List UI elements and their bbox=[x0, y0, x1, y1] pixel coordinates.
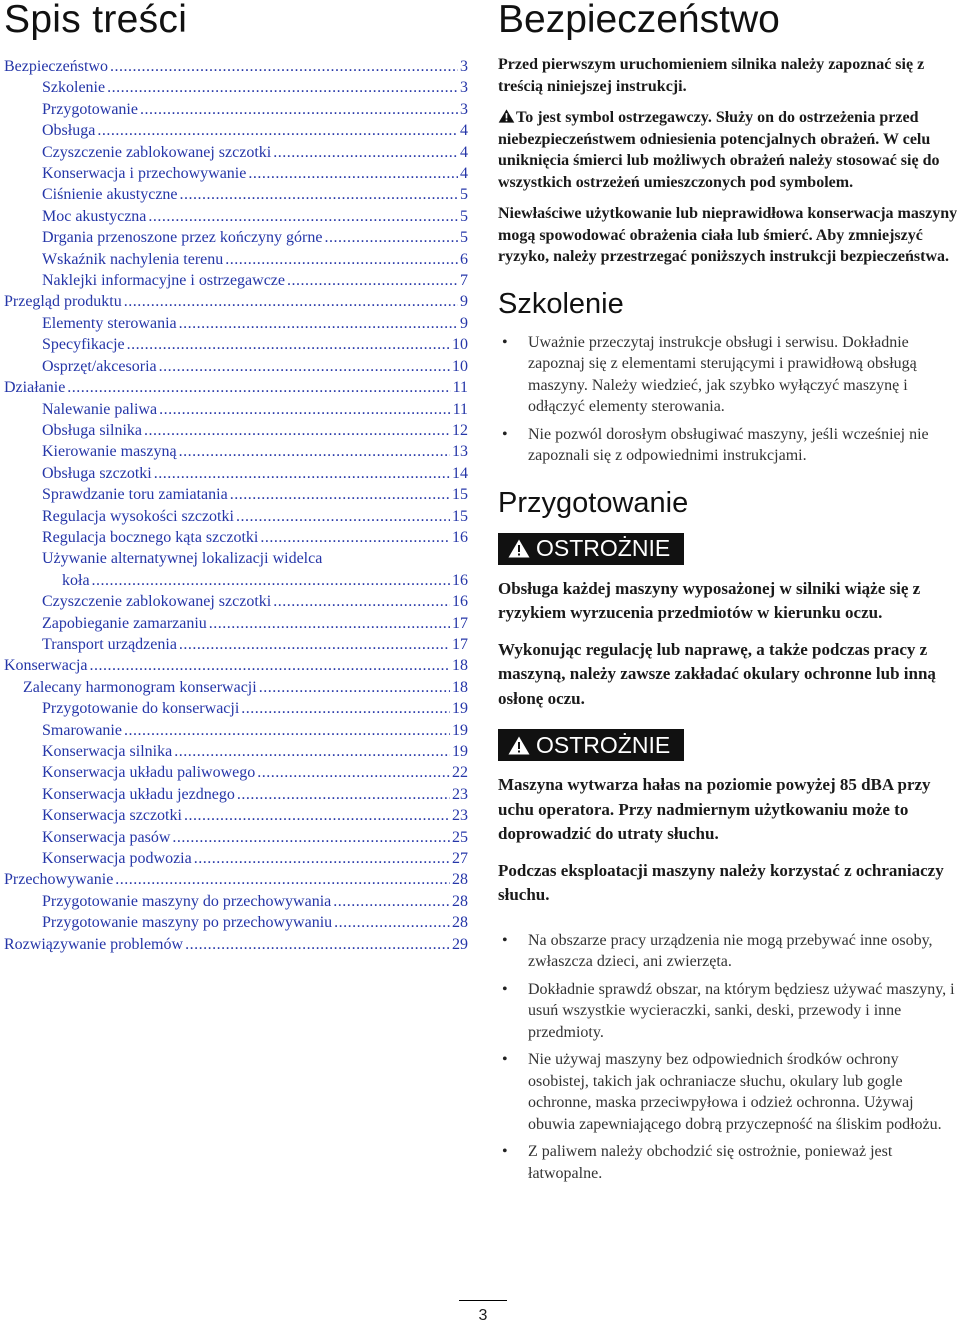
toc-entry-title: Regulacja bocznego kąta szczotki bbox=[42, 528, 259, 546]
toc-entry-title: Transport urządzenia bbox=[42, 635, 177, 653]
toc-dot-leader bbox=[179, 634, 450, 655]
toc-title: Spis treści bbox=[4, 0, 188, 41]
toc-dot-leader bbox=[127, 334, 450, 355]
toc-entry[interactable] bbox=[4, 120, 468, 141]
toc-entry[interactable] bbox=[4, 848, 468, 869]
toc-page-number: 16 bbox=[452, 593, 468, 611]
toc-entry[interactable] bbox=[4, 270, 468, 291]
toc-page-number: 17 bbox=[452, 614, 468, 632]
toc-entry-title: Osprzęt/akcesoria bbox=[42, 357, 157, 375]
toc-dot-leader bbox=[194, 848, 450, 869]
toc-entry-title: Zapobieganie zamarzaniu bbox=[42, 614, 207, 632]
toc-entry-title: Używanie alternatywnej lokalizacji widelca bbox=[42, 550, 323, 568]
toc-entry-title: Regulacja wysokości szczotki bbox=[42, 507, 234, 525]
toc-page-number: 11 bbox=[452, 379, 468, 397]
toc-page-number: 7 bbox=[460, 272, 468, 290]
toc-entry[interactable] bbox=[4, 827, 468, 848]
toc-entry-title: Kierowanie maszyną bbox=[42, 443, 177, 461]
toc-page-number: 28 bbox=[452, 871, 468, 889]
toc-entry-title: Konserwacja i przechowywanie bbox=[42, 165, 247, 183]
toc-dot-leader bbox=[230, 484, 450, 505]
toc-page-number: 23 bbox=[452, 807, 468, 825]
toc-dot-leader bbox=[260, 527, 450, 548]
toc-page-number: 5 bbox=[460, 207, 468, 225]
toc-dot-leader bbox=[241, 698, 450, 719]
toc-dot-leader bbox=[225, 249, 458, 270]
toc-entry-title: Nalewanie paliwa bbox=[42, 400, 158, 418]
toc-page-number: 12 bbox=[452, 421, 468, 439]
toc-entry-title: Naklejki informacyjne i ostrzegawcze bbox=[42, 272, 285, 290]
toc-page-number: 22 bbox=[452, 764, 468, 782]
preparation-title: Przygotowanie bbox=[498, 486, 689, 519]
toc-entry-title: Przygotowanie maszyny do przechowywania bbox=[42, 892, 332, 910]
toc-page-number: 9 bbox=[460, 293, 468, 311]
toc-entry[interactable] bbox=[4, 163, 468, 184]
toc-entry[interactable] bbox=[4, 142, 468, 163]
toc-entry[interactable] bbox=[4, 613, 468, 634]
caution-label: OSTROŻNIE bbox=[536, 731, 671, 758]
toc-entry-title: Przechowywanie bbox=[4, 871, 114, 889]
toc-entry[interactable] bbox=[4, 698, 468, 719]
caution-text: Maszyna wytwarza hałas na poziomie powyżej 85 dBA przy uchu operatora. Przy nadmiernym użytkowaniu może to doprowadzić do utraty słuchu. bbox=[498, 775, 931, 843]
toc-dot-leader bbox=[237, 784, 450, 805]
toc-dot-leader bbox=[159, 399, 451, 420]
toc-dot-leader bbox=[159, 356, 450, 377]
toc-page-number: 3 bbox=[460, 100, 468, 118]
toc-entry-title: Ciśnienie akustyczne bbox=[42, 186, 178, 204]
toc-entry[interactable] bbox=[4, 334, 468, 355]
toc-entry-title: Konserwacja bbox=[4, 657, 88, 675]
toc-column bbox=[4, 0, 468, 955]
toc-entry[interactable] bbox=[4, 805, 468, 826]
toc-dot-leader bbox=[179, 313, 458, 334]
toc-entry-title: Zalecany harmonogram konserwacji bbox=[23, 678, 257, 696]
caution-text: Podczas eksploatacji maszyny należy korzystać z ochraniaczy słuchu. bbox=[498, 860, 944, 904]
toc-entry-title: Przygotowanie maszyny po przechowywaniu bbox=[42, 914, 333, 932]
toc-entry[interactable] bbox=[4, 869, 468, 890]
toc-entry-title: Smarowanie bbox=[42, 721, 122, 739]
toc-entry-title: Przegląd produktu bbox=[4, 293, 122, 311]
toc-dot-leader bbox=[115, 869, 450, 890]
toc-dot-leader bbox=[124, 720, 450, 741]
toc-dot-leader bbox=[236, 506, 450, 527]
safety-symbol-text bbox=[498, 107, 960, 193]
toc-entry[interactable] bbox=[4, 634, 468, 655]
toc-page-number: 3 bbox=[460, 79, 468, 97]
toc-entry-title: Konserwacja szczotki bbox=[42, 807, 182, 825]
toc-entry[interactable] bbox=[4, 227, 468, 248]
warning-triangle-icon bbox=[498, 109, 515, 123]
toc-entry[interactable] bbox=[4, 291, 468, 312]
toc-dot-leader bbox=[185, 934, 450, 955]
toc-entry-title: Szkolenie bbox=[42, 79, 106, 97]
toc-entry[interactable] bbox=[4, 655, 468, 676]
toc-page-number: 27 bbox=[452, 850, 468, 868]
toc-page-number: 15 bbox=[452, 507, 468, 525]
toc-page-number: 18 bbox=[452, 678, 468, 696]
toc-entry[interactable] bbox=[4, 206, 468, 227]
toc-entry[interactable] bbox=[4, 99, 468, 120]
toc-dot-leader bbox=[273, 142, 458, 163]
toc-entry-title: Obsługa szczotki bbox=[42, 464, 152, 482]
toc-entry[interactable] bbox=[4, 77, 468, 98]
toc-page-number: 17 bbox=[452, 635, 468, 653]
toc-entry[interactable] bbox=[4, 441, 468, 462]
toc-entry[interactable] bbox=[4, 570, 468, 591]
toc-page-number: 19 bbox=[452, 721, 468, 739]
toc-page-number: 23 bbox=[452, 785, 468, 803]
warning-triangle-icon bbox=[508, 736, 530, 755]
toc-page-number: 19 bbox=[452, 700, 468, 718]
toc-entry[interactable] bbox=[4, 506, 468, 527]
toc-dot-leader bbox=[334, 912, 450, 933]
toc-page-number: 13 bbox=[452, 443, 468, 461]
toc-page-number: 28 bbox=[452, 892, 468, 910]
toc-entry-title: Konserwacja silnika bbox=[42, 743, 173, 760]
toc-dot-leader bbox=[144, 420, 450, 441]
toc-entry[interactable] bbox=[4, 313, 468, 334]
list-item: • Z paliwem należy obchodzić się ostrożnie, ponieważ jest łatwopalne. bbox=[498, 1141, 960, 1184]
toc-dot-leader bbox=[124, 291, 458, 312]
toc-dot-leader bbox=[140, 99, 458, 120]
toc-dot-leader bbox=[259, 677, 450, 698]
toc-entry-title: Specyfikacje bbox=[42, 336, 125, 354]
toc-entry[interactable] bbox=[4, 934, 468, 955]
toc-page-number: 18 bbox=[452, 657, 468, 675]
toc-dot-leader bbox=[107, 77, 458, 98]
toc-page-number: 10 bbox=[452, 336, 468, 354]
toc-dot-leader bbox=[248, 163, 458, 184]
list-item: • Uważnie przeczytaj instrukcje obsługi i serwisu. Dokładnie zapoznaj się z elementami sterującymi i prawidłową obsługą maszyny. Należy wiedzieć, jak szybko wyłączyć maszynę i odłączyć elementy sterowania. bbox=[498, 332, 960, 418]
toc-dot-leader bbox=[333, 891, 450, 912]
toc-page-number: 11 bbox=[452, 400, 468, 418]
toc-entry-title: Konserwacja układu paliwowego bbox=[42, 764, 256, 782]
safety-column bbox=[498, 0, 960, 1190]
toc-entry-title: Elementy sterowania bbox=[42, 314, 177, 332]
toc-entry[interactable] bbox=[4, 912, 468, 933]
toc-dot-leader bbox=[90, 655, 450, 676]
toc-dot-leader bbox=[257, 762, 450, 783]
toc-entry[interactable] bbox=[4, 184, 468, 205]
toc-page-number: 16 bbox=[452, 571, 468, 589]
toc-entry-title: Przygotowanie do konserwacji bbox=[42, 700, 240, 718]
toc-entry[interactable] bbox=[4, 677, 468, 698]
toc-page-number: 4 bbox=[460, 143, 468, 161]
toc-entry-title: Obsługa bbox=[42, 122, 96, 140]
caution-text: Wykonując regulację lub naprawę, a także podczas pracy z maszyną, należy zawsze zakładać okulary ochronne lub inną osłonę oczu. bbox=[498, 639, 936, 708]
toc-entry[interactable] bbox=[4, 56, 468, 77]
toc-entry[interactable] bbox=[4, 720, 468, 741]
toc-entry[interactable] bbox=[4, 377, 468, 398]
safety-intro: Przed pierwszym uruchomieniem silnika należy zapoznać się z treścią niniejszej instrukcji. bbox=[498, 56, 925, 95]
toc-dot-leader bbox=[154, 463, 450, 484]
list-item: • Nie pozwól dorosłym obsługiwać maszyny, jeśli wcześniej nie zapoznali się z odpowiednimi instrukcjami. bbox=[498, 424, 960, 467]
page-number: 3 bbox=[459, 1300, 507, 1325]
toc-entry-title: Działanie bbox=[4, 379, 66, 397]
toc-entry[interactable] bbox=[4, 591, 468, 612]
toc-page-number: 10 bbox=[452, 357, 468, 375]
training-list bbox=[498, 332, 960, 467]
toc-dot-leader bbox=[209, 613, 450, 634]
warning-triangle-icon bbox=[508, 539, 530, 558]
safety-title: Bezpieczeństwo bbox=[498, 0, 780, 41]
toc-entry-title: Sprawdzanie toru zamiatania bbox=[42, 486, 228, 504]
toc-dot-leader bbox=[97, 120, 458, 141]
training-title: Szkolenie bbox=[498, 287, 624, 320]
toc-entry[interactable] bbox=[4, 463, 468, 484]
toc-dot-leader bbox=[179, 441, 450, 462]
toc-page-number: 15 bbox=[452, 486, 468, 504]
list-item: • Na obszarze pracy urządzenia nie mogą przebywać inne osoby, zwłaszcza dzieci, ani zwierzęta. bbox=[498, 930, 960, 973]
caution-text: Obsługa każdej maszyny wyposażonej w silniki wiąże się z ryzykiem wyrzucenia przedmiotów w kierunku oczu. bbox=[498, 578, 921, 622]
toc-entry[interactable] bbox=[4, 762, 468, 783]
toc-dot-leader bbox=[273, 591, 450, 612]
caution-badge bbox=[498, 533, 684, 565]
toc-dot-leader bbox=[180, 184, 458, 205]
toc-page-number: 3 bbox=[460, 58, 468, 75]
toc-entry-title: Przygotowanie bbox=[42, 100, 138, 118]
toc-list bbox=[4, 56, 468, 955]
toc-page-number: 4 bbox=[460, 122, 468, 140]
toc-entry[interactable] bbox=[4, 891, 468, 912]
toc-page-number: 6 bbox=[460, 250, 468, 268]
toc-entry[interactable] bbox=[4, 356, 468, 377]
toc-entry[interactable] bbox=[4, 784, 468, 805]
toc-dot-leader bbox=[172, 827, 450, 848]
toc-page-number: 28 bbox=[452, 914, 468, 932]
caution-badge bbox=[498, 729, 684, 761]
toc-entry[interactable] bbox=[4, 484, 468, 505]
toc-dot-leader bbox=[324, 227, 458, 248]
toc-page-number: 9 bbox=[460, 314, 468, 332]
safety-misuse-text: Niewłaściwe użytkowanie lub nieprawidłowa konserwacja maszyny mogą spowodować obrażenia ciała lub śmierć. Aby zmniejszyć ryzyko, należy przestrzegać poniższych instrukcji bezpieczeństwa. bbox=[498, 205, 958, 265]
toc-entry[interactable] bbox=[4, 548, 468, 569]
preparation-list bbox=[498, 930, 960, 1185]
toc-entry-title: Moc akustyczna bbox=[42, 207, 147, 225]
safety-symbol-text-body: To jest symbol ostrzegawczy. Służy on do ostrzeżenia przed niebezpieczeństwem odniesienia potencjalnych obrażeń. W celu uniknięcia śmierci lub możliwych obrażeń należy stosować się do wszystkich ostrzeżeń umieszczonych pod symbolem. bbox=[498, 109, 940, 191]
caution-label: OSTROŻNIE bbox=[536, 535, 671, 561]
toc-page-number: 4 bbox=[460, 165, 468, 183]
toc-page-number: 25 bbox=[452, 828, 468, 846]
toc-dot-leader bbox=[174, 741, 450, 762]
toc-entry-title: koła bbox=[62, 571, 90, 589]
toc-entry-title: Konserwacja pasów bbox=[42, 828, 171, 846]
toc-page-number: 14 bbox=[452, 464, 468, 482]
toc-dot-leader bbox=[110, 56, 458, 77]
toc-dot-leader bbox=[184, 805, 450, 826]
toc-page-number: 19 bbox=[452, 743, 468, 760]
toc-entry-title: Czyszczenie zablokowanej szczotki bbox=[42, 593, 272, 611]
toc-page-number: 5 bbox=[460, 229, 468, 247]
toc-page-number: 16 bbox=[452, 528, 468, 546]
toc-entry-title: Bezpieczeństwo bbox=[4, 58, 108, 75]
toc-entry[interactable] bbox=[4, 741, 468, 762]
toc-entry-title: Czyszczenie zablokowanej szczotki bbox=[42, 143, 272, 161]
toc-dot-leader bbox=[287, 270, 458, 291]
toc-dot-leader bbox=[67, 377, 450, 398]
toc-entry[interactable] bbox=[4, 399, 468, 420]
toc-entry-title: Konserwacja układu jezdnego bbox=[42, 785, 235, 803]
toc-entry[interactable] bbox=[4, 420, 468, 441]
toc-entry-title: Drgania przenoszone przez kończyny górne bbox=[42, 229, 323, 247]
toc-dot-leader bbox=[148, 206, 458, 227]
toc-entry-title: Wskaźnik nachylenia terenu bbox=[42, 250, 224, 268]
toc-entry-title: Konserwacja podwozia bbox=[42, 850, 192, 868]
toc-entry[interactable] bbox=[4, 527, 468, 548]
toc-entry-title: Rozwiązywanie problemów bbox=[4, 935, 184, 953]
list-item: • Dokładnie sprawdź obszar, na którym będziesz używać maszyny, i usuń wszystkie wycieraczki, sanki, deski, przewody i inne przedmioty. bbox=[498, 979, 960, 1044]
toc-dot-leader bbox=[92, 570, 450, 591]
toc-entry[interactable] bbox=[4, 249, 468, 270]
toc-page-number: 29 bbox=[452, 935, 468, 953]
toc-entry-title: Obsługa silnika bbox=[42, 421, 142, 439]
toc-page-number: 5 bbox=[460, 186, 468, 204]
list-item: • Nie używaj maszyny bez odpowiednich środków ochrony osobistej, takich jak ochraniacze słuchu, okulary lub gogle ochronne, maska przeciwpyłowa i odzież ochronna. Używaj obuwia zapewniającego dobrą przyczepność na śliskim podłożu. bbox=[498, 1049, 960, 1135]
